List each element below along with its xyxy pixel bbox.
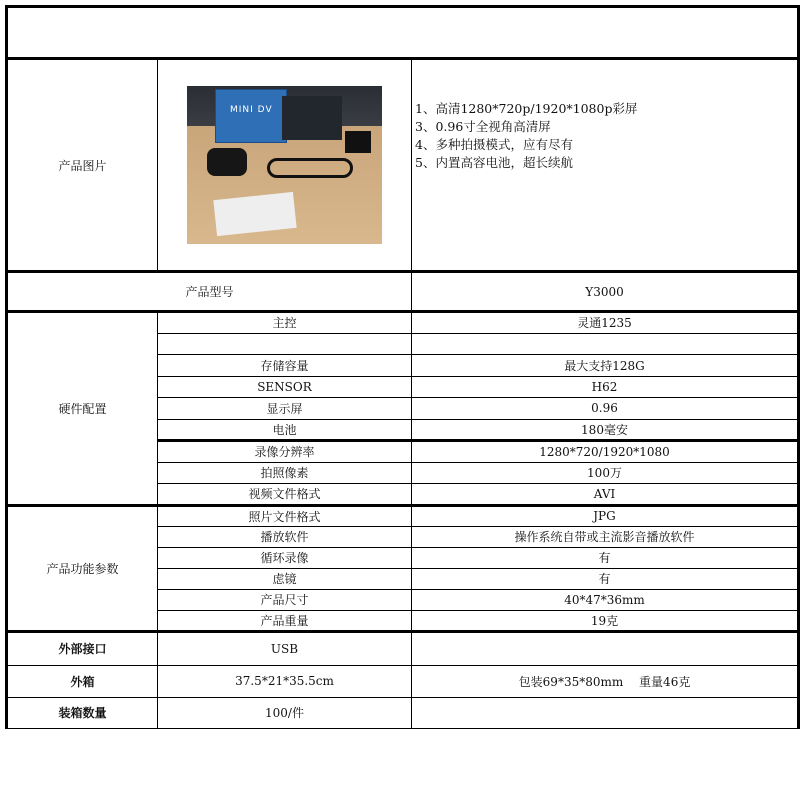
spec-key: 虑镜 <box>158 568 412 589</box>
model-value: Y3000 <box>412 272 799 312</box>
spec-key: SENSOR <box>158 376 412 398</box>
quantity-label: 装箱数量 <box>7 697 158 728</box>
spec-value: 操作系统自带或主流影音播放软件 <box>412 526 799 547</box>
image-label: 产品图片 <box>7 59 158 272</box>
spec-key: 电池 <box>158 419 412 441</box>
spec-key <box>158 333 412 355</box>
spec-table <box>5 5 800 729</box>
model-label: 产品型号 <box>7 272 412 312</box>
spec-value: 19克 <box>412 610 799 631</box>
interface-label: 外部接口 <box>7 631 158 665</box>
hardware-group-label: 硬件配置 <box>7 312 158 506</box>
spec-key: 播放软件 <box>158 526 412 547</box>
carton-value: 37.5*21*35.5cm <box>158 665 412 697</box>
spec-value: 40*47*36mm <box>412 589 799 610</box>
spec-key: 视频文件格式 <box>158 484 412 506</box>
spec-value: 100万 <box>412 462 799 484</box>
spec-value: JPG <box>412 505 799 526</box>
title-cell <box>7 7 799 59</box>
spec-value: 有 <box>412 547 799 568</box>
features-cell <box>412 59 799 272</box>
feature-item: 3、0.96寸全视角高清屏 <box>415 119 551 134</box>
spec-key: 照片文件格式 <box>158 505 412 526</box>
quantity-extra <box>412 697 799 728</box>
spec-value: 0.96 <box>412 398 799 420</box>
function-group-label: 产品功能参数 <box>7 505 158 631</box>
spec-key: 循环录像 <box>158 547 412 568</box>
box-text: MINI DV <box>230 105 273 115</box>
spec-value: 最大支持128G <box>412 355 799 377</box>
spec-value: 1280*720/1920*1080 <box>412 441 799 463</box>
carton-label: 外箱 <box>7 665 158 697</box>
feature-item: 5、内置高容电池，超长续航 <box>415 155 573 170</box>
spec-key: 产品重量 <box>158 610 412 631</box>
interface-extra <box>412 631 799 665</box>
spec-key: 主控 <box>158 312 412 334</box>
spec-value <box>412 333 799 355</box>
product-image-cell <box>158 59 412 272</box>
spec-key: 存储容量 <box>158 355 412 377</box>
interface-value: USB <box>158 631 412 665</box>
feature-item: 4、多种拍摄模式，应有尽有 <box>415 137 573 152</box>
spec-key: 显示屏 <box>158 398 412 420</box>
spec-key: 产品尺寸 <box>158 589 412 610</box>
spec-value: 有 <box>412 568 799 589</box>
spec-value: 灵通1235 <box>412 312 799 334</box>
spec-key: 录像分辨率 <box>158 441 412 463</box>
spec-key: 拍照像素 <box>158 462 412 484</box>
feature-item: 1、高清1280*720p/1920*1080p彩屏 <box>415 101 638 116</box>
spec-value: H62 <box>412 376 799 398</box>
quantity-value: 100/件 <box>158 697 412 728</box>
product-image <box>187 86 382 244</box>
carton-extra: 包装69*35*80mm 重量46克 <box>412 665 799 697</box>
product-box <box>215 89 287 143</box>
spec-value: AVI <box>412 484 799 506</box>
spec-value: 180毫安 <box>412 419 799 441</box>
